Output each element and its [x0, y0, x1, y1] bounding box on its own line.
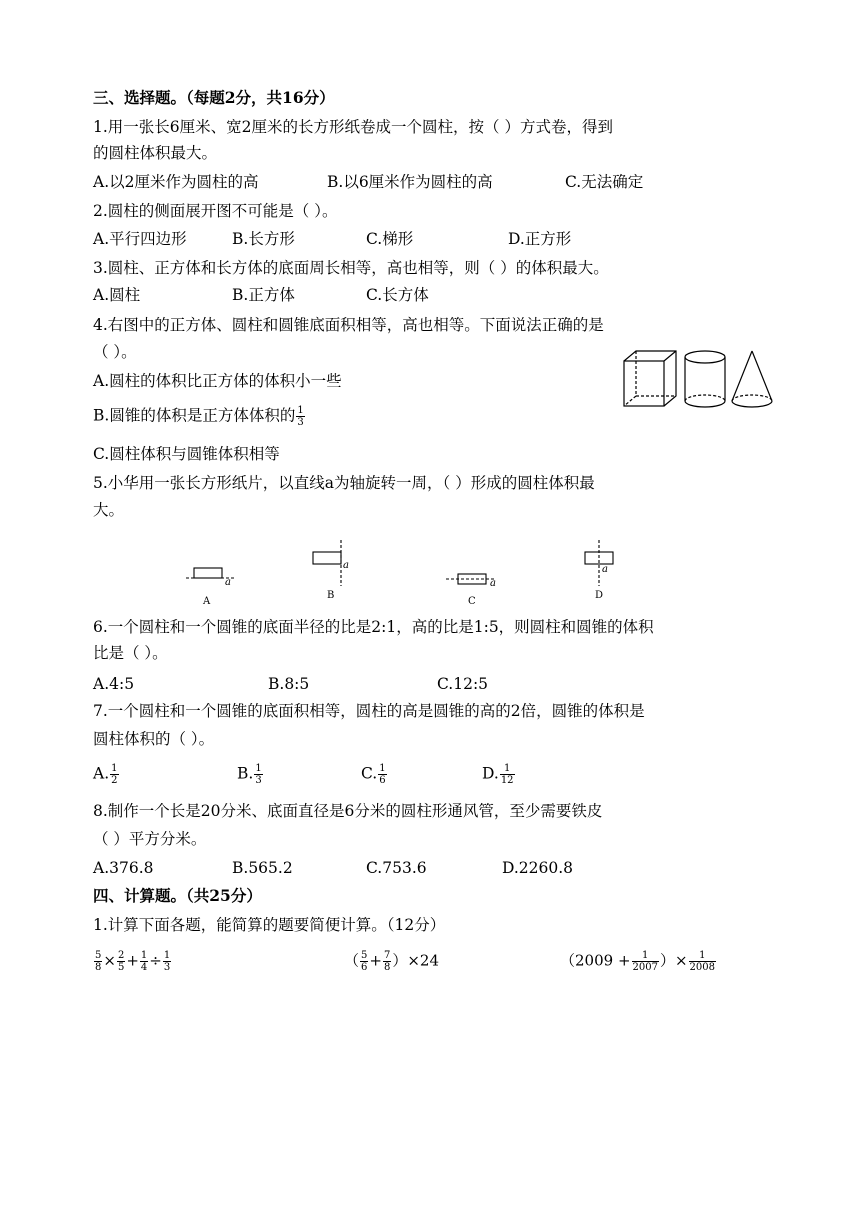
calc-expression-1 [93, 950, 172, 973]
q5-axis-label-d: a [602, 564, 608, 575]
q1-text-line2: 的圆柱体积最大。 [93, 144, 218, 162]
q3-option-a: A.圆柱 [93, 286, 141, 304]
q6-text-line1: 6.一个圆柱和一个圆锥的底面半径的比是2:1，高的比是1:5，则圆柱和圆锥的体积 [93, 618, 654, 636]
q4-option-c: C.圆柱体积与圆锥体积相等 [93, 445, 280, 463]
q6-option-b: B.8:5 [268, 675, 310, 693]
q2-option-c: C.梯形 [366, 230, 414, 248]
q7-d-num: 1 [500, 763, 515, 775]
q7-d-den: 12 [500, 775, 514, 786]
e3-open: （2009 + [560, 951, 631, 970]
q8-text-line1: 8.制作一个长是20分米、底面直径是6分米的圆柱形通风管，至少需要铁皮 [93, 802, 603, 820]
q2-option-b: B.长方形 [232, 230, 295, 248]
q7-option-a [93, 763, 120, 786]
q7-c-num: 1 [379, 763, 386, 774]
q8-option-d: D.2260.8 [502, 859, 574, 877]
cube-front-face [624, 361, 664, 406]
calc-expression-2 [344, 950, 439, 973]
q4-text-line2: （ ）。 [93, 343, 137, 361]
q5-text-line1: 5.小华用一张长方形纸片，以直线a为轴旋转一周，（ ）形成的圆柱体积最 [93, 474, 595, 492]
e1-op1: × [103, 951, 116, 970]
q4-option-b [93, 405, 306, 428]
e3-d2: 2008 [689, 962, 715, 973]
q7-a-den: 2 [111, 775, 118, 786]
calc-q1-text: 1.计算下面各题，能简算的题要简便计算。（12分） [93, 916, 446, 934]
q1-option-c: C.无法确定 [565, 173, 644, 191]
q7-option-a-label: A. [93, 764, 110, 783]
q8-option-c: C.753.6 [366, 859, 427, 877]
q2-text: 2.圆柱的侧面展开图不可能是（ ）。 [93, 202, 338, 220]
q7-text-line2: 圆柱体积的（ ）。 [93, 730, 215, 748]
e1-d2: 5 [117, 962, 125, 973]
q7-option-d-label: D. [482, 764, 499, 783]
q5-axis-label-a: a [225, 577, 231, 588]
q5-axis-label-b: a [343, 560, 349, 571]
calc-expression-3 [560, 950, 717, 973]
cylinder-top [685, 351, 725, 363]
e1-n4: 1 [163, 950, 171, 961]
e3-close: ）× [659, 951, 688, 970]
q7-option-b [237, 763, 264, 786]
q2-option-d: D.正方形 [508, 230, 572, 248]
q5-fig-label-c: C [468, 596, 476, 607]
q8-text-line2: （ ）平方分米。 [93, 830, 207, 848]
e1-n2: 2 [117, 950, 125, 961]
e2-d2: 8 [383, 962, 391, 973]
e2-open: （ [344, 951, 360, 970]
q7-option-b-label: B. [237, 764, 254, 783]
q3-option-c: C.长方体 [366, 286, 429, 304]
e1-n1: 5 [95, 950, 102, 961]
q4-frac-den: 3 [297, 417, 304, 428]
e1-n3: 1 [140, 950, 148, 961]
q5-rotation-figures [170, 540, 640, 610]
q4-text-line1: 4.右图中的正方体、圆柱和圆锥底面积相等，高也相等。下面说法正确的是 [93, 316, 604, 334]
e1-op3: ÷ [149, 951, 162, 970]
e1-d4: 3 [163, 962, 171, 973]
q8-option-a: A.376.8 [93, 859, 154, 877]
q3-text: 3.圆柱、正方体和长方体的底面周长相等，高也相等，则（ ）的体积最大。 [93, 259, 609, 277]
e1-d1: 8 [95, 962, 102, 973]
q6-option-a: A.4:5 [93, 675, 135, 693]
q5-text-line2: 大。 [93, 501, 125, 519]
e3-n1: 1 [632, 950, 659, 962]
q5-axis-label-c: a [490, 578, 496, 589]
q6-text-line2: 比是（ ）。 [93, 644, 168, 662]
e2-close: ）×24 [392, 951, 439, 970]
q7-a-num: 1 [111, 763, 118, 774]
q7-c-den: 6 [379, 775, 386, 786]
q5-fig-label-d: D [595, 590, 604, 601]
q3-option-b: B.正方体 [232, 286, 295, 304]
e3-n2: 1 [689, 950, 716, 962]
q7-text-line1: 7.一个圆柱和一个圆锥的底面积相等，圆柱的高是圆锥的高的2倍，圆锥的体积是 [93, 702, 645, 720]
q7-option-c-label: C. [361, 764, 378, 783]
e1-op2: + [126, 951, 139, 970]
e1-d3: 4 [140, 962, 148, 973]
q1-option-a: A.以2厘米作为圆柱的高 [93, 173, 259, 191]
e2-n2: 7 [383, 950, 391, 961]
q4-option-a: A.圆柱的体积比正方体的体积小一些 [93, 372, 342, 390]
e2-op1: + [369, 951, 382, 970]
q6-option-c: C.12:5 [437, 675, 489, 693]
q7-option-d [482, 763, 516, 786]
section-title-choice: 三、选择题。（每题2分，共16分） [93, 88, 335, 107]
q2-option-a: A.平行四边形 [93, 230, 187, 248]
section-title-calc: 四、计算题。（共25分） [93, 886, 262, 905]
q4-solids-figure [618, 345, 778, 415]
e2-n1: 5 [361, 950, 368, 961]
q4-frac-num: 1 [297, 405, 304, 416]
e3-d1: 2007 [632, 962, 658, 973]
e2-d1: 6 [361, 962, 368, 973]
q7-option-c [361, 763, 388, 786]
q5-fig-label-a: A [203, 596, 211, 607]
q8-option-b: B.565.2 [232, 859, 293, 877]
q1-option-b: B.以6厘米作为圆柱的高 [327, 173, 493, 191]
q5-fig-label-b: B [327, 590, 335, 601]
q7-b-den: 3 [255, 775, 262, 786]
q4-option-b-text: B.圆锥的体积是正方体体积的 [93, 406, 296, 425]
q1-text-line1: 1.用一张长6厘米、宽2厘米的长方形纸卷成一个圆柱，按（ ）方式卷，得到 [93, 118, 613, 136]
q4-fraction [296, 405, 304, 428]
q7-b-num: 1 [255, 763, 262, 774]
